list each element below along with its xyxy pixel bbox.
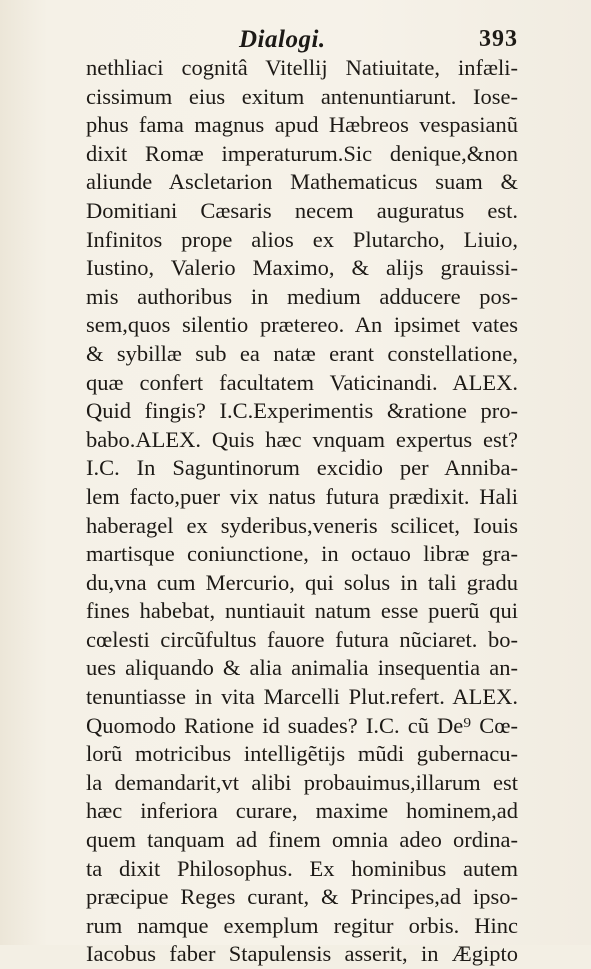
text-line: babo.ALEX. Quis hæc vnquam expertus est? xyxy=(86,426,518,452)
text-line: fines habebat, nuntiauit natum esse puerũ qui xyxy=(86,598,518,624)
text-line: ues aliquando & alia animalia insequentia an- xyxy=(86,655,518,681)
text-line: ta dixit Philosophus. Ex hominibus autem xyxy=(86,855,518,881)
text-line: & sybillæ sub ea natæ erant constellatione, xyxy=(86,340,518,366)
text-line: lem facto,puer vix natus futura prædixit. Hali xyxy=(86,483,518,509)
text-line: cœlesti circũfultus fauore futura nũciaret. bo- xyxy=(86,626,518,652)
text-line: tenuntiasse in vita Marcelli Plut.refert. ALEX. xyxy=(86,684,518,710)
text-line: dixit Romæ imperaturum.Sic denique,&non xyxy=(86,140,518,166)
text-line: quem tanquam ad finem omnia adeo ordina- xyxy=(86,827,518,853)
text-line: cissimum eius exitum antenuntiarunt. Iose- xyxy=(86,83,518,109)
text-line: Iacobus faber Stapulensis asserit, in Ægipto xyxy=(86,941,518,967)
text-line: haberagel ex syderibus,veneris scilicet, Iouis xyxy=(86,512,518,538)
running-title: Dialogi. xyxy=(239,26,326,53)
text-line: Infinitos prope alios ex Plutarcho, Liuio, xyxy=(86,226,518,252)
text-line: martisque coniunctione, in octauo libræ gra- xyxy=(86,541,518,567)
text-line: phus fama magnus apud Hæbreos vespasianũ xyxy=(86,112,518,138)
text-line: nethliaci cognitâ Vitellij Natiuitate, infæli- xyxy=(86,55,518,80)
text-line: la demandarit,vt alibi probauimus,illarum est xyxy=(86,769,518,795)
text-line: Quomodo Ratione id suades? I.C. cũ De⁹ Cœ- xyxy=(86,712,518,738)
text-line: Iustino, Valerio Maximo, & alijs grauissi- xyxy=(86,255,518,281)
page-number: 393 xyxy=(479,26,518,52)
text-line: aliunde Ascletarion Mathematicus suam & xyxy=(86,169,518,195)
text-line: I.C. In Saguntinorum excidio per Anniba- xyxy=(86,455,518,481)
text-line: hæc inferiora curare, maxime hominem,ad xyxy=(86,798,518,824)
text-line: præcipue Reges curant, & Principes,ad ipso- xyxy=(86,884,518,910)
text-line: quæ confert facultatem Vaticinandi. ALEX. xyxy=(86,369,518,395)
text-line: mis authoribus in medium adducere pos- xyxy=(86,283,518,309)
text-line: rum namque exemplum regitur orbis. Hinc xyxy=(86,912,518,938)
page-header xyxy=(86,22,518,56)
text-line: Quid fingis? I.C.Experimentis &ratione pro- xyxy=(86,398,518,424)
text-line: Domitiani Cæsaris necem auguratus est. xyxy=(86,197,518,223)
text-line: lorũ motricibus intelligẽtijs mũdi gubernacu- xyxy=(86,741,518,767)
text-line: sem,quos silentio prætereo. An ipsimet vates xyxy=(86,312,518,338)
body-text xyxy=(86,54,518,969)
text-line: du,vna cum Mercurio, qui solus in tali gradu xyxy=(86,569,518,595)
